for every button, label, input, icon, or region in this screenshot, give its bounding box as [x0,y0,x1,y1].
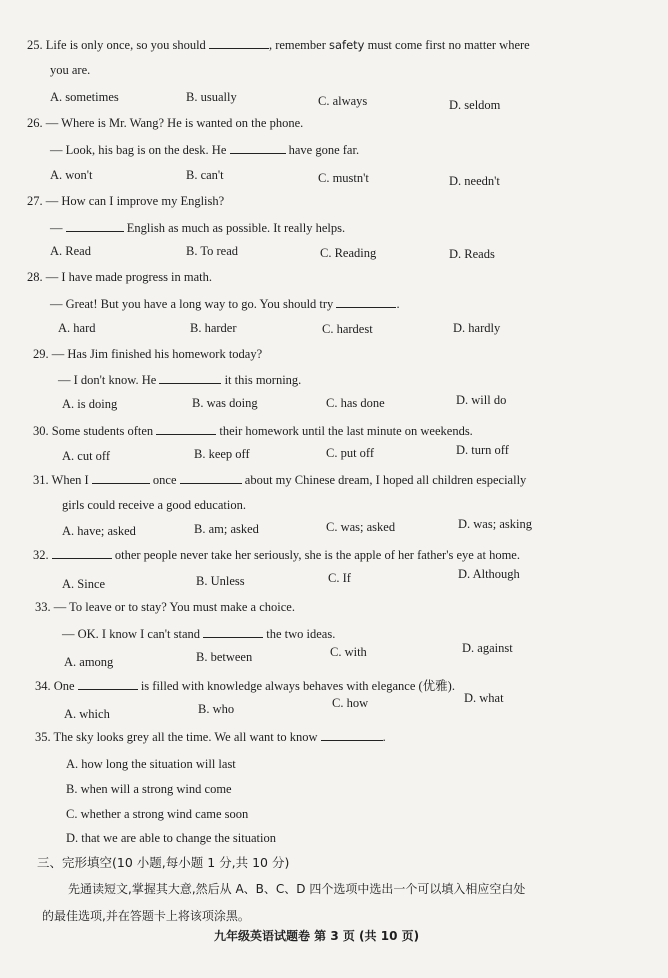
option-d: D. against [462,641,513,655]
option-c: C. mustn't [318,171,369,185]
question-33-line-2 [62,626,335,642]
option-c: C. how [332,696,369,710]
option-a: A. among [64,655,114,669]
option-a: A. have; asked [62,524,136,538]
question-26-line-1 [27,116,303,131]
question-text: English as much as possible. It really helps. [126,221,346,235]
question-text: — [50,221,63,235]
option-b: B. who [198,702,235,716]
option-d: D. seldom [449,98,501,112]
option-d: D. was; asking [458,517,532,531]
question-text: Some students often [51,424,154,438]
question-text: have gone far. [288,143,360,157]
question-text: When I [51,473,89,487]
question-25-line-1: 25. Life is only once, so you should , remember safety must come first no matter where [27,38,530,52]
answer-blank [159,372,221,384]
option-d: D. will do [456,393,507,407]
question-34-line-1 [35,678,455,694]
question-text: The sky looks grey all the time. We all want to know [53,730,318,744]
question-text: — How can I improve my English? [45,194,225,208]
section-heading: 三、完形填空(10 小题,每小题 1 分,共 10 分) [37,855,290,870]
option-b: B. am; asked [194,522,259,536]
option-d: D. turn off [456,443,509,457]
option-c: C. whether a strong wind came soon [66,807,249,821]
question-text: — Look, his bag is on the desk. He [50,143,227,157]
option-c: C. hardest [322,322,373,336]
option-c: C. If [328,571,351,585]
question-text: — Where is Mr. Wang? He is wanted on the phone. [45,116,304,130]
question-text: — Great! But you have a long way to go. You should try [50,297,334,311]
question-text: — Has Jim finished his homework today? [51,347,263,361]
option-d: D. what [464,691,504,705]
question-33-line-1 [35,600,295,615]
question-32-line-1 [33,547,520,563]
question-text: safety [328,38,365,52]
section-instructions: 先通读短文,掌握其大意,然后从 A、B、C、D 四个选项中选出一个可以填入相应空白处 [68,882,526,896]
option-a: A. cut off [62,449,111,463]
option-d: D. Reads [449,247,495,261]
question-text: must come first no matter where [367,38,530,52]
option-c: C. Reading [320,246,377,260]
question-text: remember [275,38,326,52]
option-b: B. was doing [192,396,258,410]
option-a: A. sometimes [50,90,119,104]
question-number: 32. [33,548,49,562]
question-number: 28. [27,270,43,284]
question-text: — OK. I know I can't stand [62,627,200,641]
answer-blank [92,472,150,484]
question-number: 31. [33,473,49,487]
option-b: B. To read [186,244,239,258]
question-25-line-2: you are. [50,63,91,77]
question-text: — I have made progress in math. [45,270,213,284]
option-a: A. won't [50,168,93,182]
option-b: B. Unless [196,574,245,588]
question-number: 25. [27,38,43,52]
option-a: A. hard [58,321,96,335]
option-c: C. always [318,94,368,108]
page-footer: 九年级英语试题卷 第 3 页 (共 10 页) [214,929,420,943]
answer-blank [52,547,112,559]
question-31-line-2: girls could receive a good education. [62,498,246,512]
answer-blank [156,423,216,435]
question-31-line-1 [33,472,526,488]
answer-blank [209,37,269,49]
question-number: 35. [35,730,51,744]
question-number: 29. [33,347,49,361]
question-text: One [53,679,75,693]
question-28-line-1 [27,270,212,285]
option-a: A. how long the situation will last [66,757,236,771]
option-d: D. hardly [453,321,501,335]
option-d: D. Although [458,567,520,581]
answer-blank [203,626,263,638]
option-a: A. is doing [62,397,118,411]
question-text: — I don't know. He [58,373,157,387]
option-a: A. Read [50,244,91,258]
section-instructions-cont: 的最佳选项,并在答题卡上将该项涂黑。 [42,909,250,923]
answer-blank [66,220,124,232]
question-number: 27. [27,194,43,208]
question-text: is filled with knowledge always behaves with elegance (优雅). [140,679,455,693]
question-text: once [152,473,177,487]
question-text: the two ideas. [266,627,336,641]
question-30-line-1 [33,423,473,439]
question-26-line-2 [50,142,359,158]
question-29-line-1 [33,347,262,362]
question-29-line-2 [58,372,301,388]
answer-blank [336,296,396,308]
answer-blank [180,472,242,484]
question-27-line-2 [50,220,345,236]
question-text: other people never take her seriously, she is the apple of her father's eye at home. [114,548,520,562]
answer-blank [321,729,383,741]
option-b: B. keep off [194,447,250,461]
question-text: . [382,730,386,744]
question-text: — To leave or to stay? You must make a choice. [53,600,295,614]
option-b: B. can't [186,168,224,182]
question-text: . [396,297,400,311]
question-28-line-2 [50,296,400,312]
question-number: 34. [35,679,51,693]
question-number: 33. [35,600,51,614]
option-b: B. between [196,650,253,664]
question-number: 26. [27,116,43,130]
option-b: B. harder [190,321,237,335]
answer-blank [230,142,286,154]
question-text: their homework until the last minute on weekends. [219,424,473,438]
question-text: it this morning. [224,373,302,387]
option-d: D. that we are able to change the situation [66,831,276,845]
option-b: B. when will a strong wind come [66,782,232,796]
option-c: C. with [330,645,367,659]
question-number: 30. [33,424,49,438]
question-text: Life is only once, so you should [45,38,206,52]
option-d: D. needn't [449,174,500,188]
option-a: A. Since [62,577,106,591]
option-c: C. has done [326,396,385,410]
question-text: about my Chinese dream, I hoped all children especially [244,473,527,487]
answer-blank [78,678,138,690]
question-27-line-1 [27,194,224,209]
question-35-line-1 [35,729,386,745]
option-c: C. was; asked [326,520,396,534]
option-b: B. usually [186,90,237,104]
option-a: A. which [64,707,110,721]
option-c: C. put off [326,446,375,460]
